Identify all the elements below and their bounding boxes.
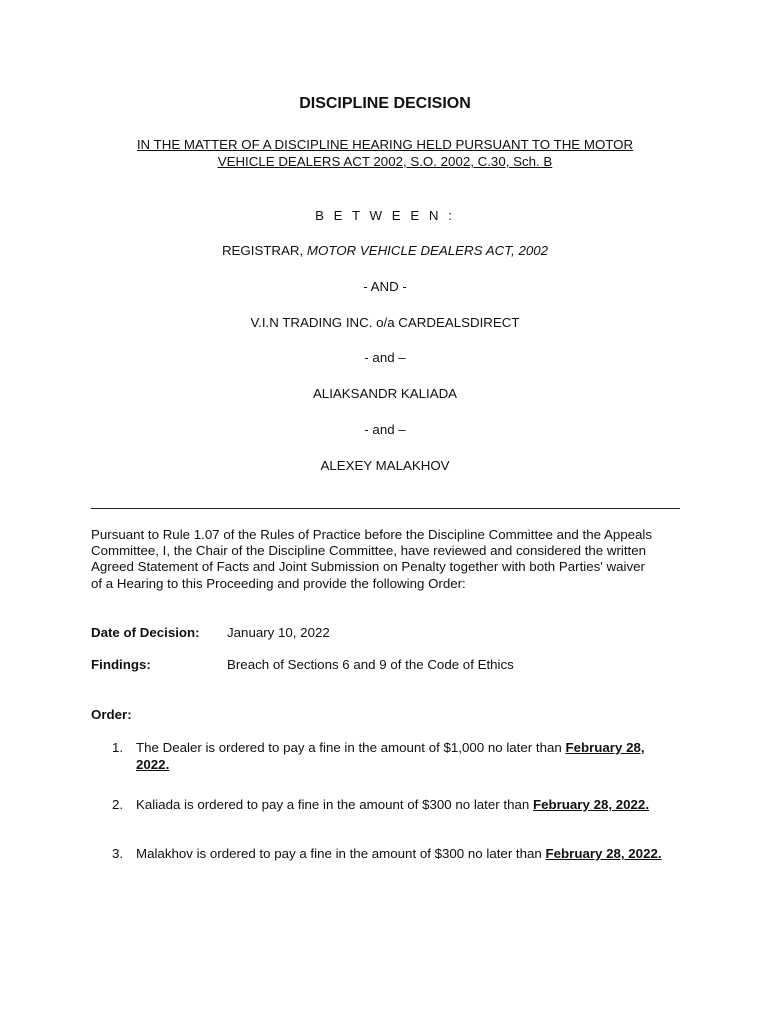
order-text [136,796,681,813]
findings-value: Breach of Sections 6 and 9 of the Code of Ethics [227,657,514,672]
matter-line-1: IN THE MATTER OF A DISCIPLINE HEARING HELD PURSUANT TO THE MOTOR [136,137,634,152]
matter-line-2: VEHICLE DEALERS ACT 2002, S.O. 2002, C.30, Sch. B [217,154,553,169]
horizontal-rule [91,508,680,509]
findings-label: Findings: [91,657,151,672]
registrar-act: MOTOR VEHICLE DEALERS ACT, 2002 [306,243,549,258]
order-text [136,845,681,862]
order-deadline: February 28, 2022. [136,740,645,772]
date-of-decision-value: January 10, 2022 [227,625,330,640]
registrar-prefix: REGISTRAR, [221,243,307,258]
order-deadline: February 28, 2022. [532,797,650,812]
order-deadline: February 28, 2022. [545,846,662,861]
date-of-decision-label: Date of Decision: [91,625,200,640]
order-heading: Order: [91,707,132,722]
intro-line: Committee, I, the Chair of the Discipline Committee, have reviewed and considered the written [91,543,647,559]
party-kaliada: ALIAKSANDR KALIADA [312,386,458,401]
order-number: 3. [112,846,124,861]
order-body: Kaliada is ordered to pay a fine in the amount of $300 no later than [136,797,533,812]
intro-line: of a Hearing to this Proceeding and provide the following Order: [91,575,466,591]
intro-line: Pursuant to Rule 1.07 of the Rules of Practice before the Discipline Committee and the Appeals [91,527,653,542]
intro-paragraph [91,527,691,592]
order-number: 2. [112,797,124,812]
party-dealer: V.I.N TRADING INC. o/a CARDEALSDIRECT [250,315,520,330]
order-body: The Dealer is ordered to pay a fine in the amount of $1,000 no later than [136,740,566,755]
and-separator-1: - and – [364,350,406,365]
and-separator-upper: - AND - [363,279,407,294]
order-number: 1. [112,740,124,755]
order-body: Malakhov is ordered to pay a fine in the amount of $300 no later than [136,846,546,861]
party-malakhov: ALEXEY MALAKHOV [320,458,450,473]
matter-heading [0,136,770,170]
party-registrar [0,243,770,258]
intro-line: Agreed Statement of Facts and Joint Submission on Penalty together with both Parties' waiver [91,559,645,575]
document-title: DISCIPLINE DECISION [299,95,471,112]
between-heading: B E T W E E N : [315,208,455,223]
and-separator-2: - and – [364,422,406,437]
order-text [136,739,681,773]
